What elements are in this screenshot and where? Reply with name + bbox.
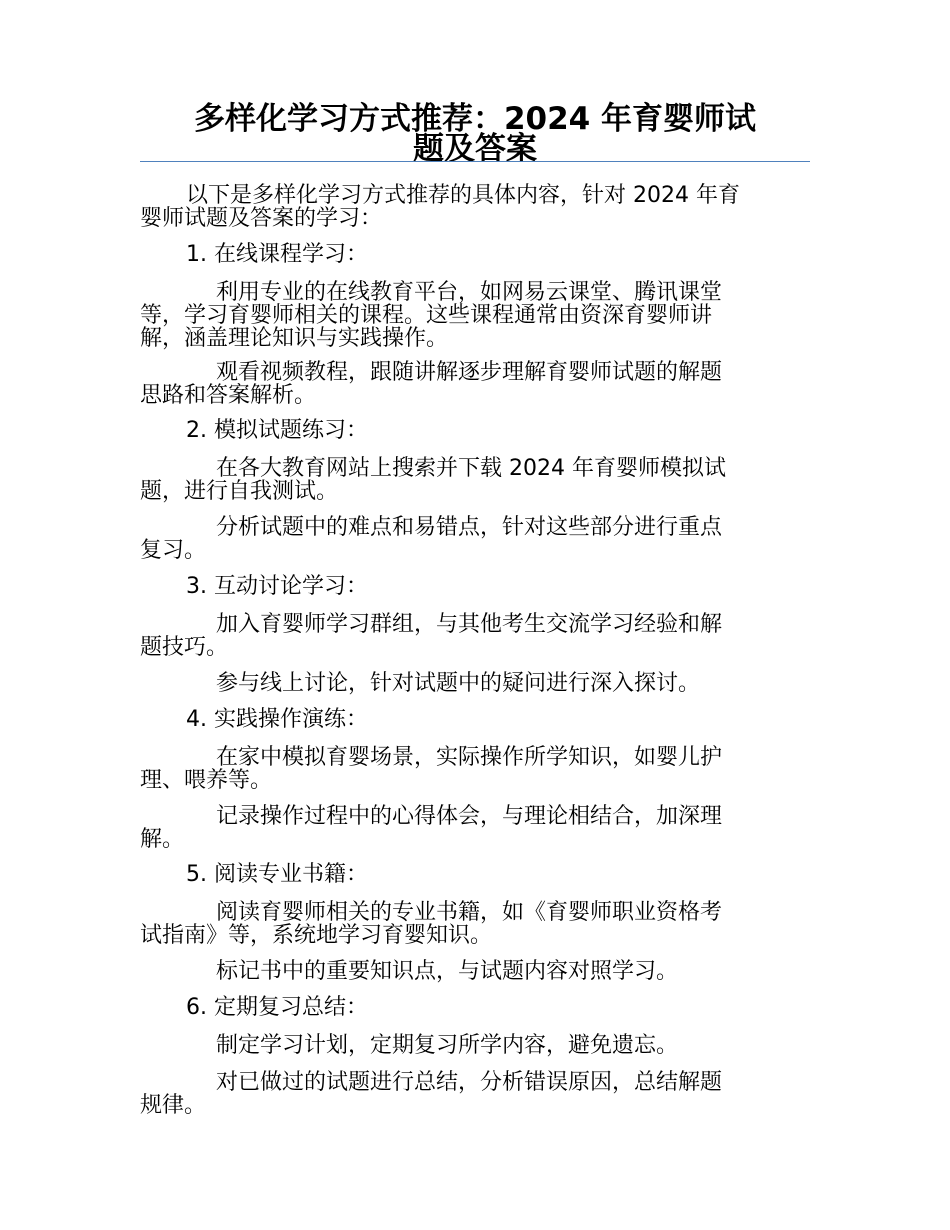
section-heading-5: 5. 阅读专业书籍： [186,862,368,887]
title-underline-rule [140,161,810,162]
list-item: 参与线上讨论，针对试题中的疑问进行深入探讨。 [216,671,701,696]
list-item: 对已做过的试题进行总结，分析错误原因，总结解题 规律。 [140,1070,723,1118]
list-item: 标记书中的重要知识点，与试题内容对照学习。 [216,959,679,984]
list-item: 加入育婴师学习群组，与其他考生交流学习经验和解 题技巧。 [140,612,723,660]
list-item: 记录操作过程中的心得体会，与理论相结合，加深理 解。 [140,804,723,852]
section-heading-3: 3. 互动讨论学习： [186,574,368,599]
list-item: 制定学习计划，定期复习所学内容，避免遗忘。 [216,1033,679,1058]
list-item: 在各大教育网站上搜索并下载 2024 年育婴师模拟试 题，进行自我测试。 [140,456,726,504]
list-item: 在家中模拟育婴场景，实际操作所学知识，如婴儿护 理、喂养等。 [140,745,723,793]
section-heading-6: 6. 定期复习总结： [186,995,368,1020]
section-heading-2: 2. 模拟试题练习： [186,418,368,443]
list-item: 分析试题中的难点和易错点，针对这些部分进行重点 复习。 [140,515,723,563]
section-heading-1: 1. 在线课程学习： [186,242,368,267]
list-item: 观看视频教程，跟随讲解逐步理解育婴师试题的解题 思路和答案解析。 [140,360,723,408]
list-item: 阅读育婴师相关的专业书籍，如《育婴师职业资格考 试指南》等，系统地学习育婴知识。 [140,900,723,948]
intro-paragraph [140,184,800,230]
title-line-2: 题及答案 [413,131,537,167]
intro-line-2: 婴师试题及答案的学习： [140,206,383,231]
document-title [140,101,810,167]
intro-line-1: 以下是多样化学习方式推荐的具体内容，针对 2024 年育 [186,183,740,208]
list-item: 利用专业的在线教育平台，如网易云课堂、腾讯课堂 等，学习育婴师相关的课程。这些课程通常由资深育婴师讲 解，涵盖理论知识与实践操作。 [140,280,723,351]
section-heading-4: 4. 实践操作演练： [186,707,368,732]
title-line-1: 多样化学习方式推荐：2024 年育婴师试 [193,101,757,137]
